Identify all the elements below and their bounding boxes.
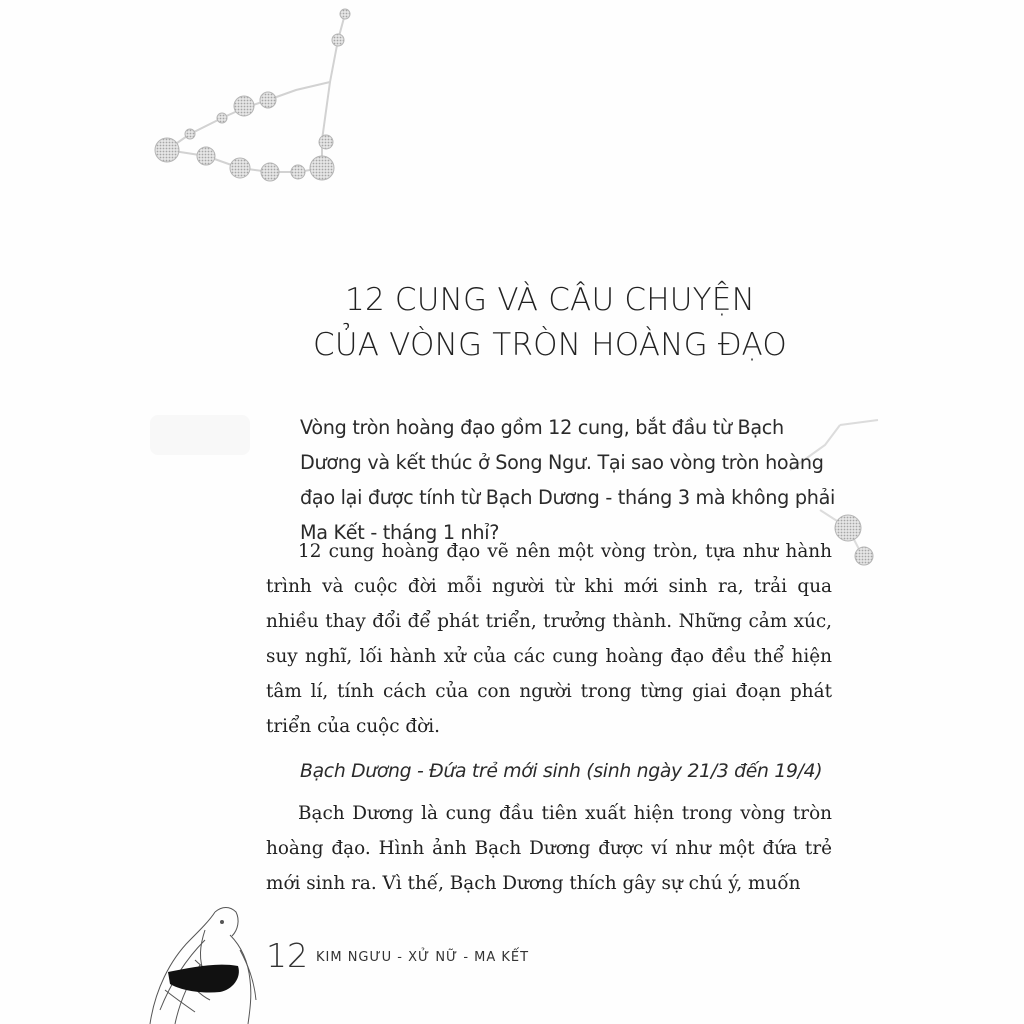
- body-paragraph-1: 12 cung hoàng đạo vẽ nên một vòng tròn, tựa như hành trình và cuộc đời mỗi người từ khi mới sinh ra, trải qua nhiều thay đổi để phát triển, trưởng thành. Những cảm xúc, suy nghĩ, lối hành xử của các cung hoàng đạo đều thể hiện tâm lí, tính cách của con người trong từng giai đoạn phát triển của cuộc đời.: [266, 541, 832, 737]
- running-footer-title: KIM NGƯU - XỬ NỮ - MA KẾT: [316, 950, 530, 965]
- chapter-title-line1: 12 CUNG VÀ CÂU CHUYỆN: [345, 282, 755, 318]
- page-number: 12: [266, 936, 308, 975]
- chapter-title: [230, 278, 870, 368]
- faint-marks: [150, 415, 250, 455]
- girl-sketch-icon: [150, 908, 256, 1024]
- chapter-title-line2: CỦA VÒNG TRÒN HOÀNG ĐẠO: [312, 327, 788, 363]
- intro-paragraph: Vòng tròn hoàng đạo gồm 12 cung, bắt đầu từ Bạch Dương và kết thúc ở Song Ngư. Tại sao vòng tròn hoàng đạo lại được tính từ Bạch Dương - tháng 3 mà không phải Ma Kết - tháng 1 nhỉ?: [300, 416, 836, 544]
- body-paragraph-2: Bạch Dương là cung đầu tiên xuất hiện trong vòng tròn hoàng đạo. Hình ảnh Bạch Dương được ví như một đứa trẻ mới sinh ra. Vì thế, Bạch Dương thích gây sự chú ý, muốn: [266, 803, 832, 894]
- dress-shape: [168, 965, 239, 993]
- constellation-lines: [167, 14, 345, 172]
- section-subheading: Bạch Dương - Đứa trẻ mới sinh (sinh ngày 21/3 đến 19/4): [300, 761, 823, 782]
- constellation-stars: [155, 9, 350, 181]
